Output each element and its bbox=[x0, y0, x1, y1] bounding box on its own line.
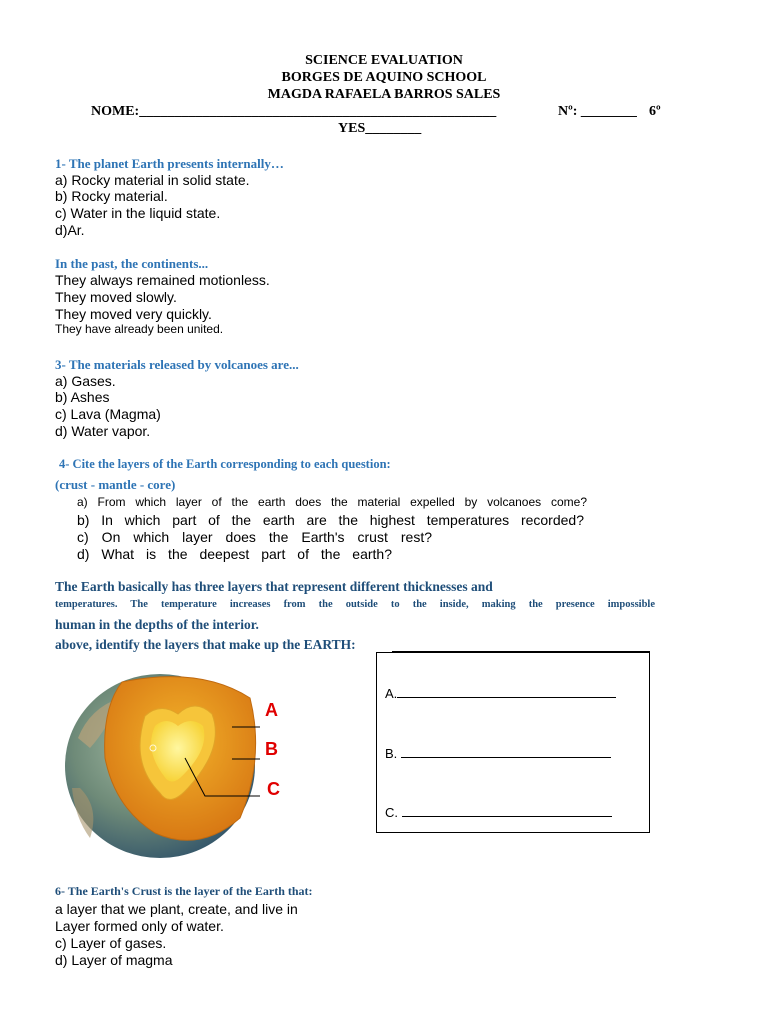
q1-option-d[interactable]: d)Ar. bbox=[55, 222, 85, 238]
name-row bbox=[91, 104, 496, 120]
q4-item-d: d) What is the deepest part of the earth? bbox=[77, 546, 392, 562]
q5-text-line-4: above, identify the layers that make up the EARTH: bbox=[55, 637, 356, 652]
name-label: NOME: bbox=[91, 104, 140, 119]
diagram-label-a: A bbox=[265, 700, 278, 720]
q6-option-d[interactable]: d) Layer of magma bbox=[55, 952, 173, 968]
answer-label-b: B. bbox=[385, 746, 398, 761]
q4-hint: (crust - mantle - core) bbox=[55, 477, 176, 492]
q4-item-c: c) On which layer does the Earth's crust rest? bbox=[77, 529, 432, 545]
name-blank[interactable]: ___________________________________________________ bbox=[139, 104, 497, 119]
question-2: In the past, the continents... bbox=[55, 256, 209, 271]
worksheet-title: SCIENCE EVALUATION bbox=[305, 53, 463, 68]
answer-label-c: C. bbox=[385, 805, 398, 820]
question-6: 6- The Earth's Crust is the layer of the Earth that: bbox=[55, 884, 313, 898]
number-field[interactable]: Nº: ________ bbox=[558, 104, 637, 119]
q2-option-d[interactable]: They have already been united. bbox=[55, 322, 224, 336]
answer-line-b[interactable] bbox=[385, 745, 611, 761]
answer-blank-c[interactable] bbox=[402, 804, 612, 817]
answer-blank-a[interactable] bbox=[397, 685, 616, 698]
earth-layers-diagram bbox=[60, 668, 290, 868]
answer-line-c[interactable] bbox=[385, 804, 612, 820]
q4-item-b: b) In which part of the earth are the highest temperatures recorded? bbox=[77, 512, 584, 528]
q5-text-line-1: The Earth basically has three layers that represent different thicknesses and bbox=[55, 579, 493, 594]
question-4: 4- Cite the layers of the Earth corresponding to each question: bbox=[59, 457, 391, 471]
q1-option-c[interactable]: c) Water in the liquid state. bbox=[55, 205, 221, 221]
school-name: BORGES DE AQUINO SCHOOL bbox=[281, 70, 487, 85]
q2-option-a[interactable]: They always remained motionless. bbox=[55, 272, 270, 288]
answer-label-a: A. bbox=[385, 686, 398, 701]
grade-label: 6º bbox=[649, 104, 661, 119]
q2-option-b[interactable]: They moved slowly. bbox=[55, 289, 177, 305]
q3-option-a[interactable]: a) Gases. bbox=[55, 373, 116, 389]
q1-option-b[interactable]: b) Rocky material. bbox=[55, 188, 168, 204]
q4-item-a: a) From which layer of the earth does the material expelled by volcanoes come? bbox=[77, 495, 587, 509]
q6-option-b[interactable]: Layer formed only of water. bbox=[55, 918, 224, 934]
q3-option-b[interactable]: b) Ashes bbox=[55, 389, 110, 405]
q1-option-a[interactable]: a) Rocky material in solid state. bbox=[55, 172, 250, 188]
diagram-label-c: C bbox=[267, 779, 280, 799]
q2-option-c[interactable]: They moved very quickly. bbox=[55, 306, 212, 322]
answer-line-a[interactable] bbox=[385, 685, 616, 701]
q5-text-line-2: temperatures. The temperature increases from the outside to the inside, making the presence impossible bbox=[55, 599, 655, 610]
diagram-label-b: B bbox=[265, 739, 278, 759]
q6-option-a[interactable]: a layer that we plant, create, and live in bbox=[55, 901, 298, 917]
question-3: 3- The materials released by volcanoes are... bbox=[55, 357, 299, 372]
answer-blank-b[interactable] bbox=[401, 745, 611, 758]
teacher-name: MAGDA RAFAELA BARROS SALES bbox=[267, 87, 501, 102]
question-1: 1- The planet Earth presents internally… bbox=[55, 156, 284, 171]
q6-option-c[interactable]: c) Layer of gases. bbox=[55, 935, 167, 951]
year-field[interactable]: YES________ bbox=[338, 121, 422, 136]
q3-option-c[interactable]: c) Lava (Magma) bbox=[55, 406, 161, 422]
q3-option-d[interactable]: d) Water vapor. bbox=[55, 423, 151, 439]
q5-text-line-3: human in the depths of the interior. bbox=[55, 617, 259, 632]
